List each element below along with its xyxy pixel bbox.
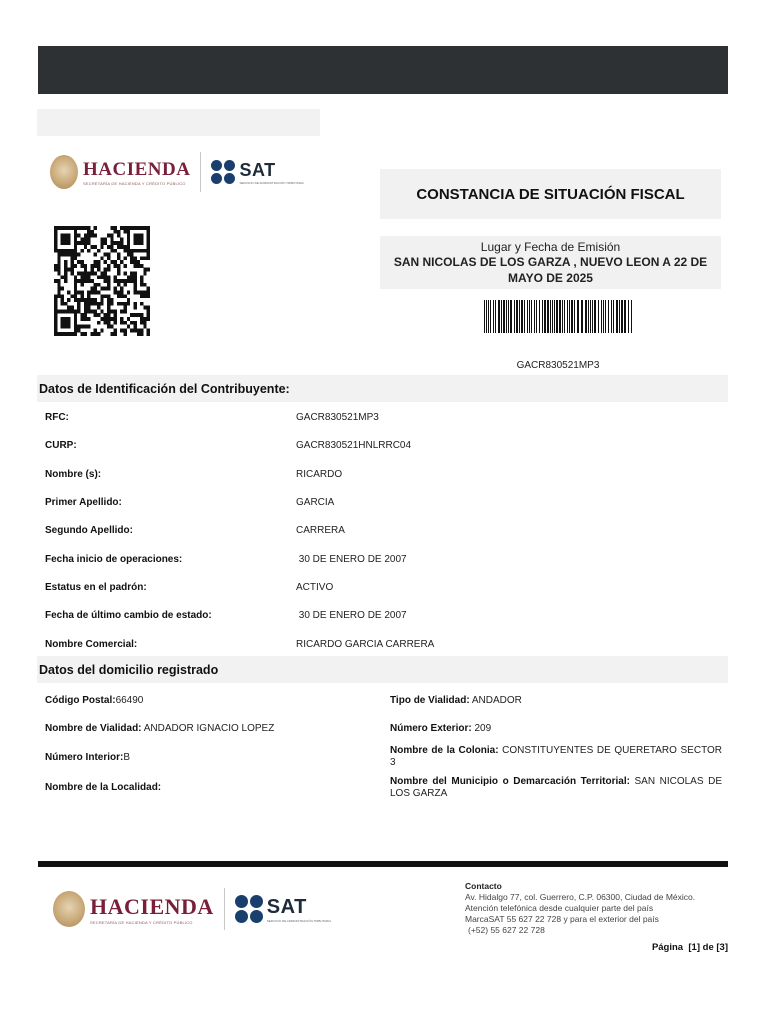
dom-label: Número Exterior: [390, 723, 472, 734]
logo-divider [224, 888, 225, 930]
dom-value: CONSTITUYENTES DE QUERETARO SECTOR 3 [390, 745, 723, 768]
page-current: [1] [688, 942, 700, 953]
hacienda-logo-subtext: SECRETARÍA DE HACIENDA Y CRÉDITO PÚBLICO [83, 180, 186, 186]
hacienda-sat-logo [50, 152, 304, 192]
dom-value: SAN NICOLAS DE LOS GARZA [390, 776, 722, 799]
identification-heading: Datos de Identificación del Contribuyente: [39, 381, 290, 396]
dom-label: Código Postal: [45, 695, 116, 706]
footer-divider [38, 861, 728, 867]
id-row-value: 30 DE ENERO DE 2007 [296, 554, 407, 565]
dom-label: Nombre de la Localidad: [45, 782, 162, 793]
dom-value: 66490 [115, 695, 144, 706]
contact-phone-note: Atención telefónica desde cualquier parte del país [465, 903, 654, 913]
dom-value: B [123, 752, 131, 763]
page-total: [3] [716, 942, 728, 953]
dom-value: 209 [471, 723, 492, 734]
sat-dots-icon [235, 895, 263, 923]
footer-hacienda-sat-logo [53, 888, 331, 930]
page-label: Página [651, 942, 684, 953]
identification-section-header [37, 375, 728, 402]
id-row-label: Segundo Apellido: [45, 525, 133, 536]
sat-logo-subtext: SERVICIO DE ADMINISTRACIÓN TRIBUTARIA [239, 180, 304, 185]
dom-label: Nombre de Vialidad: [45, 723, 142, 734]
contact-block [465, 881, 735, 936]
contact-international: (+52) 55 627 22 728 [468, 925, 545, 935]
sat-logo-text: SAT [239, 159, 276, 180]
id-row-rfc [45, 412, 725, 426]
header-placeholder-bar [37, 109, 320, 136]
mexico-seal-icon [53, 891, 85, 927]
id-row-estatus [45, 582, 725, 596]
dom-value: ANDADOR IGNACIO LOPEZ [141, 723, 275, 734]
emission-place-label: Lugar y Fecha de Emisión [480, 240, 621, 254]
id-row-value: 30 DE ENERO DE 2007 [296, 610, 407, 621]
hacienda-logo-text: HACIENDA [83, 158, 191, 180]
emission-place-value: SAN NICOLAS DE LOS GARZA , NUEVO LEON A 22 DE MAYO DE 2025 [393, 255, 708, 285]
dom-nombre-colonia [390, 745, 722, 769]
id-row-primer-apellido [45, 497, 725, 511]
hacienda-logo-text: HACIENDA [90, 893, 214, 919]
dom-nombre-vialidad [45, 723, 345, 735]
id-row-value: RICARDO [296, 469, 343, 480]
id-row-label: CURP: [45, 440, 77, 451]
id-row-ultimo-cambio [45, 610, 725, 624]
dom-label: Tipo de Vialidad: [390, 695, 470, 706]
id-row-nombre [45, 469, 725, 483]
dom-numero-exterior [390, 723, 722, 735]
sat-logo-subtext: SERVICIO DE ADMINISTRACIÓN TRIBUTARIA [266, 918, 332, 923]
id-row-label: Nombre (s): [45, 469, 102, 480]
id-row-label: Nombre Comercial: [45, 639, 138, 650]
dom-municipio [390, 776, 722, 800]
id-row-value: GARCIA [296, 497, 335, 508]
dom-value: ANDADOR [469, 695, 522, 706]
id-row-value: RICARDO GARCIA CARRERA [296, 639, 435, 650]
id-row-fecha-inicio [45, 554, 725, 568]
id-row-label: RFC: [45, 412, 69, 423]
id-row-value: GACR830521MP3 [296, 412, 379, 423]
dom-codigo-postal [45, 695, 345, 707]
id-row-nombre-comercial [45, 639, 725, 653]
dom-tipo-vialidad [390, 695, 722, 707]
mexico-seal-icon [50, 155, 78, 189]
sat-dots-icon [211, 160, 235, 184]
id-row-label: Estatus en el padrón: [45, 582, 147, 593]
logo-divider [200, 152, 201, 192]
contact-address: Av. Hidalgo 77, col. Guerrero, C.P. 06300, Ciudad de México. [465, 892, 696, 902]
page-number [600, 942, 728, 953]
id-row-value: GACR830521HNLRRC04 [296, 440, 412, 451]
id-row-value: ACTIVO [296, 582, 334, 593]
contact-marcasat: MarcaSAT 55 627 22 728 y para el exterior del país [465, 914, 659, 924]
contact-title: Contacto [465, 881, 502, 891]
sat-logo-text: SAT [266, 895, 307, 918]
qr-code-icon [54, 226, 150, 336]
top-banner [38, 46, 728, 94]
id-row-label: Primer Apellido: [45, 497, 122, 508]
document-title: CONSTANCIA DE SITUACIÓN FISCAL [416, 185, 685, 203]
id-row-segundo-apellido [45, 525, 725, 539]
dom-nombre-localidad [45, 782, 345, 794]
dom-numero-interior [45, 752, 345, 764]
id-row-value: CARRERA [296, 525, 345, 536]
document-title-box [380, 169, 721, 219]
hacienda-logo-subtext: SECRETARÍA DE HACIENDA Y CRÉDITO PÚBLICO [90, 919, 193, 925]
page-of: de [702, 942, 714, 953]
dom-label: Nombre de la Colonia: [390, 745, 499, 756]
id-row-label: Fecha inicio de operaciones: [45, 554, 183, 565]
id-row-curp [45, 440, 725, 454]
dom-label: Número Interior: [45, 752, 124, 763]
emission-place-box [380, 236, 721, 289]
barcode-text: GACR830521MP3 [516, 360, 600, 371]
domicile-section-header [37, 656, 728, 683]
domicile-heading: Datos del domicilio registrado [39, 662, 219, 677]
barcode-icon [484, 300, 632, 333]
id-row-label: Fecha de último cambio de estado: [45, 610, 212, 621]
dom-label: Nombre del Municipio o Demarcación Territorial: [390, 776, 630, 787]
